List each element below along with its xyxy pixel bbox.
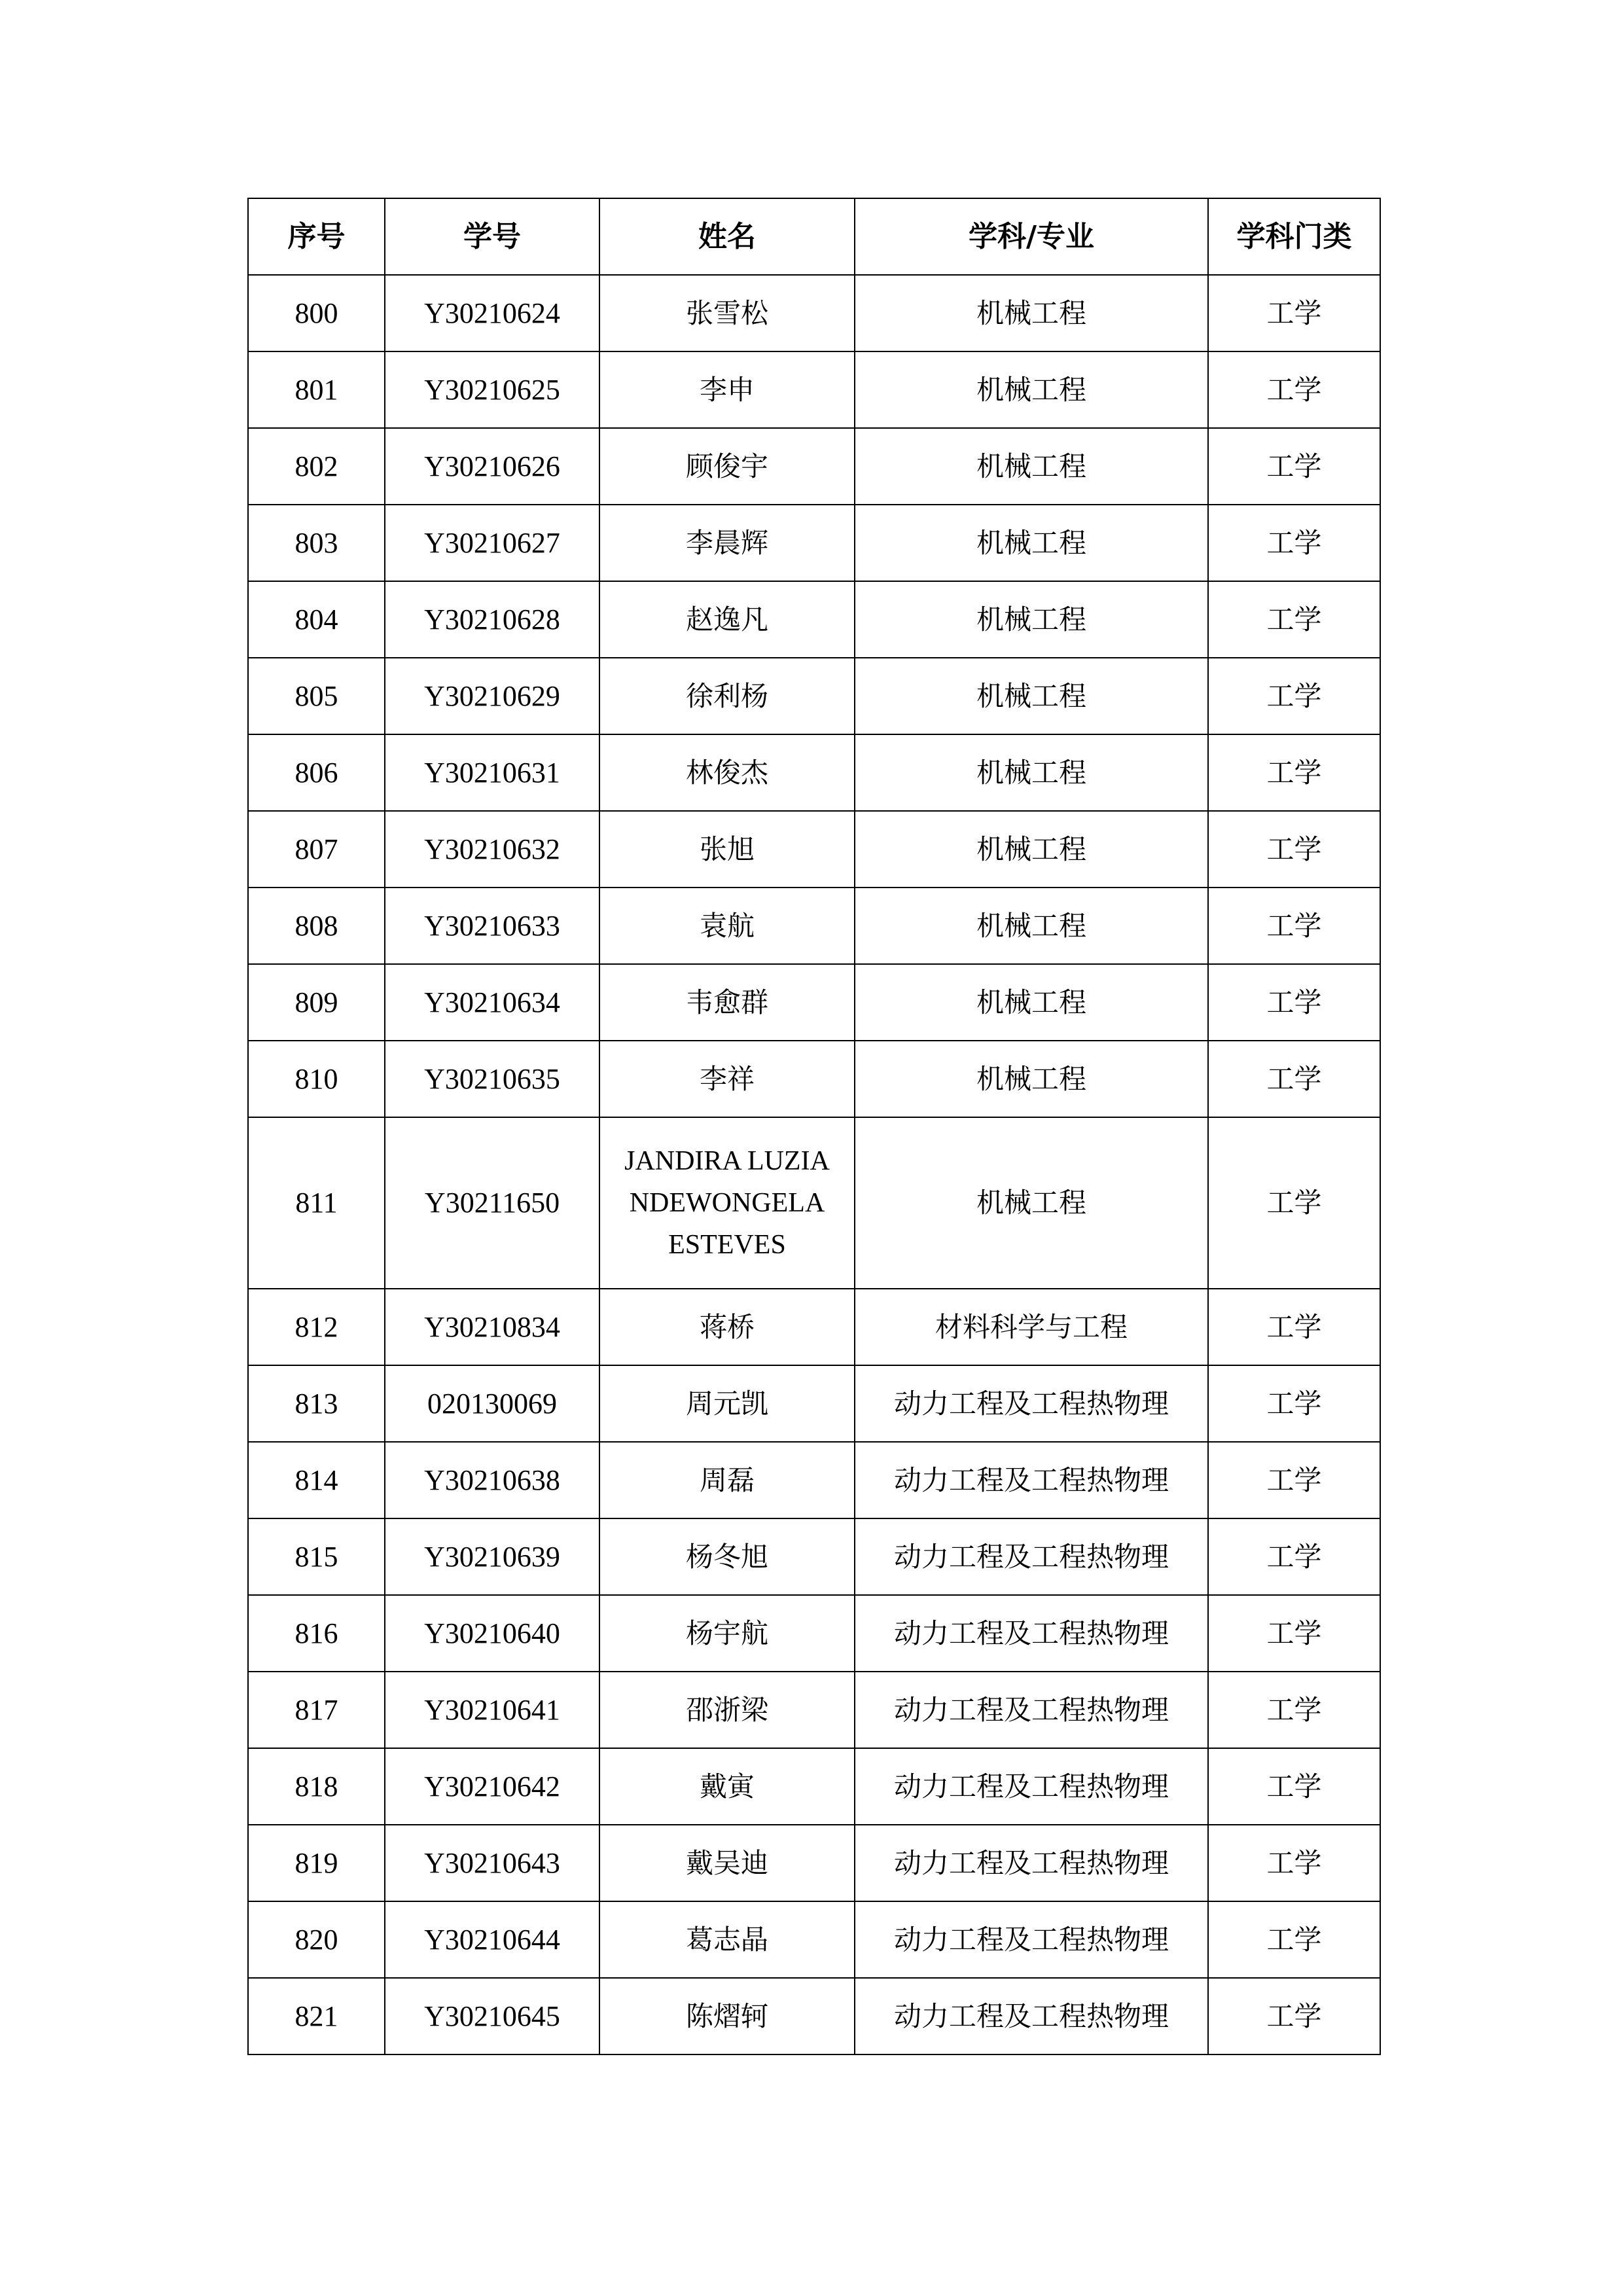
cell-student-id: Y30210627 <box>385 505 599 581</box>
cell-name: JANDIRA LUZIA NDEWONGELA ESTEVES <box>599 1117 855 1289</box>
table-row <box>248 1595 1380 1672</box>
table-row <box>248 1365 1380 1442</box>
cell-seq: 810 <box>248 1041 385 1117</box>
cell-seq: 819 <box>248 1825 385 1901</box>
cell-major: 机械工程 <box>855 581 1208 658</box>
cell-major: 动力工程及工程热物理 <box>855 1442 1208 1518</box>
cell-seq: 806 <box>248 734 385 811</box>
cell-seq: 803 <box>248 505 385 581</box>
cell-category: 工学 <box>1208 1518 1380 1595</box>
cell-major: 动力工程及工程热物理 <box>855 1672 1208 1748</box>
table-row <box>248 1978 1380 2054</box>
cell-name: 周元凯 <box>599 1365 855 1442</box>
cell-major: 机械工程 <box>855 505 1208 581</box>
cell-major: 动力工程及工程热物理 <box>855 1825 1208 1901</box>
cell-name: 李祥 <box>599 1041 855 1117</box>
cell-student-id: Y30210644 <box>385 1901 599 1978</box>
cell-student-id: Y30210628 <box>385 581 599 658</box>
cell-seq: 800 <box>248 275 385 351</box>
cell-major: 机械工程 <box>855 275 1208 351</box>
cell-student-id: Y30210639 <box>385 1518 599 1595</box>
cell-category: 工学 <box>1208 1748 1380 1825</box>
table-row <box>248 1117 1380 1289</box>
cell-student-id: Y30210629 <box>385 658 599 734</box>
table-row <box>248 1901 1380 1978</box>
cell-major: 动力工程及工程热物理 <box>855 1518 1208 1595</box>
cell-category: 工学 <box>1208 734 1380 811</box>
cell-name: 韦愈群 <box>599 964 855 1041</box>
cell-name: 徐利杨 <box>599 658 855 734</box>
table-row <box>248 1518 1380 1595</box>
cell-student-id: Y30210634 <box>385 964 599 1041</box>
cell-seq: 820 <box>248 1901 385 1978</box>
cell-student-id: Y30210642 <box>385 1748 599 1825</box>
cell-seq: 815 <box>248 1518 385 1595</box>
cell-major: 机械工程 <box>855 964 1208 1041</box>
cell-major: 机械工程 <box>855 734 1208 811</box>
cell-name: 张旭 <box>599 811 855 888</box>
cell-major: 材料科学与工程 <box>855 1289 1208 1365</box>
cell-student-id: Y30210624 <box>385 275 599 351</box>
table-row <box>248 1289 1380 1365</box>
cell-category: 工学 <box>1208 1117 1380 1289</box>
cell-name: 张雪松 <box>599 275 855 351</box>
cell-category: 工学 <box>1208 428 1380 505</box>
cell-student-id: Y30210633 <box>385 888 599 964</box>
cell-major: 机械工程 <box>855 1041 1208 1117</box>
cell-major: 机械工程 <box>855 428 1208 505</box>
cell-name: 袁航 <box>599 888 855 964</box>
table-row <box>248 1041 1380 1117</box>
cell-major: 机械工程 <box>855 658 1208 734</box>
cell-category: 工学 <box>1208 275 1380 351</box>
cell-name: 陈熠轲 <box>599 1978 855 2054</box>
table-row <box>248 1748 1380 1825</box>
table-header <box>248 198 1380 275</box>
cell-seq: 816 <box>248 1595 385 1672</box>
cell-seq: 801 <box>248 351 385 428</box>
cell-name: 顾俊宇 <box>599 428 855 505</box>
cell-student-id: Y30211650 <box>385 1117 599 1289</box>
cell-seq: 813 <box>248 1365 385 1442</box>
table-row <box>248 1825 1380 1901</box>
cell-student-id: Y30210640 <box>385 1595 599 1672</box>
cell-category: 工学 <box>1208 1825 1380 1901</box>
cell-category: 工学 <box>1208 1041 1380 1117</box>
cell-name: 葛志晶 <box>599 1901 855 1978</box>
header-seq: 序号 <box>248 198 385 275</box>
cell-name: 杨冬旭 <box>599 1518 855 1595</box>
table-row <box>248 505 1380 581</box>
cell-seq: 809 <box>248 964 385 1041</box>
cell-name: 杨宇航 <box>599 1595 855 1672</box>
cell-major: 动力工程及工程热物理 <box>855 1365 1208 1442</box>
cell-seq: 805 <box>248 658 385 734</box>
cell-name: 李申 <box>599 351 855 428</box>
cell-category: 工学 <box>1208 964 1380 1041</box>
cell-major: 机械工程 <box>855 811 1208 888</box>
cell-seq: 807 <box>248 811 385 888</box>
header-name: 姓名 <box>599 198 855 275</box>
cell-seq: 817 <box>248 1672 385 1748</box>
cell-name: 戴寅 <box>599 1748 855 1825</box>
cell-major: 动力工程及工程热物理 <box>855 1978 1208 2054</box>
cell-major: 动力工程及工程热物理 <box>855 1748 1208 1825</box>
cell-category: 工学 <box>1208 581 1380 658</box>
cell-category: 工学 <box>1208 1901 1380 1978</box>
cell-student-id: Y30210635 <box>385 1041 599 1117</box>
cell-seq: 804 <box>248 581 385 658</box>
cell-student-id: Y30210641 <box>385 1672 599 1748</box>
cell-student-id: Y30210638 <box>385 1442 599 1518</box>
cell-seq: 821 <box>248 1978 385 2054</box>
cell-name: 李晨辉 <box>599 505 855 581</box>
cell-name: 林俊杰 <box>599 734 855 811</box>
cell-student-id: Y30210643 <box>385 1825 599 1901</box>
cell-seq: 802 <box>248 428 385 505</box>
cell-category: 工学 <box>1208 1978 1380 2054</box>
cell-student-id: 020130069 <box>385 1365 599 1442</box>
table-row <box>248 964 1380 1041</box>
cell-category: 工学 <box>1208 1442 1380 1518</box>
table-row <box>248 888 1380 964</box>
student-roster-table <box>247 198 1381 2055</box>
table-row <box>248 275 1380 351</box>
cell-major: 动力工程及工程热物理 <box>855 1901 1208 1978</box>
cell-student-id: Y30210625 <box>385 351 599 428</box>
table-row <box>248 734 1380 811</box>
cell-category: 工学 <box>1208 1595 1380 1672</box>
cell-major: 动力工程及工程热物理 <box>855 1595 1208 1672</box>
cell-name: 周磊 <box>599 1442 855 1518</box>
cell-name: 戴吴迪 <box>599 1825 855 1901</box>
cell-student-id: Y30210632 <box>385 811 599 888</box>
cell-major: 机械工程 <box>855 888 1208 964</box>
table-row <box>248 658 1380 734</box>
table-row <box>248 581 1380 658</box>
cell-category: 工学 <box>1208 658 1380 734</box>
table-body <box>248 275 1380 2054</box>
table-row <box>248 351 1380 428</box>
header-row <box>248 198 1380 275</box>
cell-major: 机械工程 <box>855 351 1208 428</box>
cell-seq: 818 <box>248 1748 385 1825</box>
cell-category: 工学 <box>1208 888 1380 964</box>
cell-category: 工学 <box>1208 351 1380 428</box>
header-student-id: 学号 <box>385 198 599 275</box>
cell-category: 工学 <box>1208 1365 1380 1442</box>
cell-name: 邵浙梁 <box>599 1672 855 1748</box>
cell-category: 工学 <box>1208 811 1380 888</box>
table-row <box>248 428 1380 505</box>
table-row <box>248 811 1380 888</box>
cell-seq: 808 <box>248 888 385 964</box>
cell-student-id: Y30210834 <box>385 1289 599 1365</box>
cell-category: 工学 <box>1208 505 1380 581</box>
cell-student-id: Y30210645 <box>385 1978 599 2054</box>
cell-category: 工学 <box>1208 1289 1380 1365</box>
header-major: 学科/专业 <box>855 198 1208 275</box>
cell-seq: 811 <box>248 1117 385 1289</box>
cell-name: 赵逸凡 <box>599 581 855 658</box>
table-row <box>248 1672 1380 1748</box>
table-row <box>248 1442 1380 1518</box>
cell-student-id: Y30210631 <box>385 734 599 811</box>
cell-major: 机械工程 <box>855 1117 1208 1289</box>
cell-seq: 812 <box>248 1289 385 1365</box>
header-category: 学科门类 <box>1208 198 1380 275</box>
cell-student-id: Y30210626 <box>385 428 599 505</box>
cell-name: 蒋桥 <box>599 1289 855 1365</box>
cell-seq: 814 <box>248 1442 385 1518</box>
cell-category: 工学 <box>1208 1672 1380 1748</box>
